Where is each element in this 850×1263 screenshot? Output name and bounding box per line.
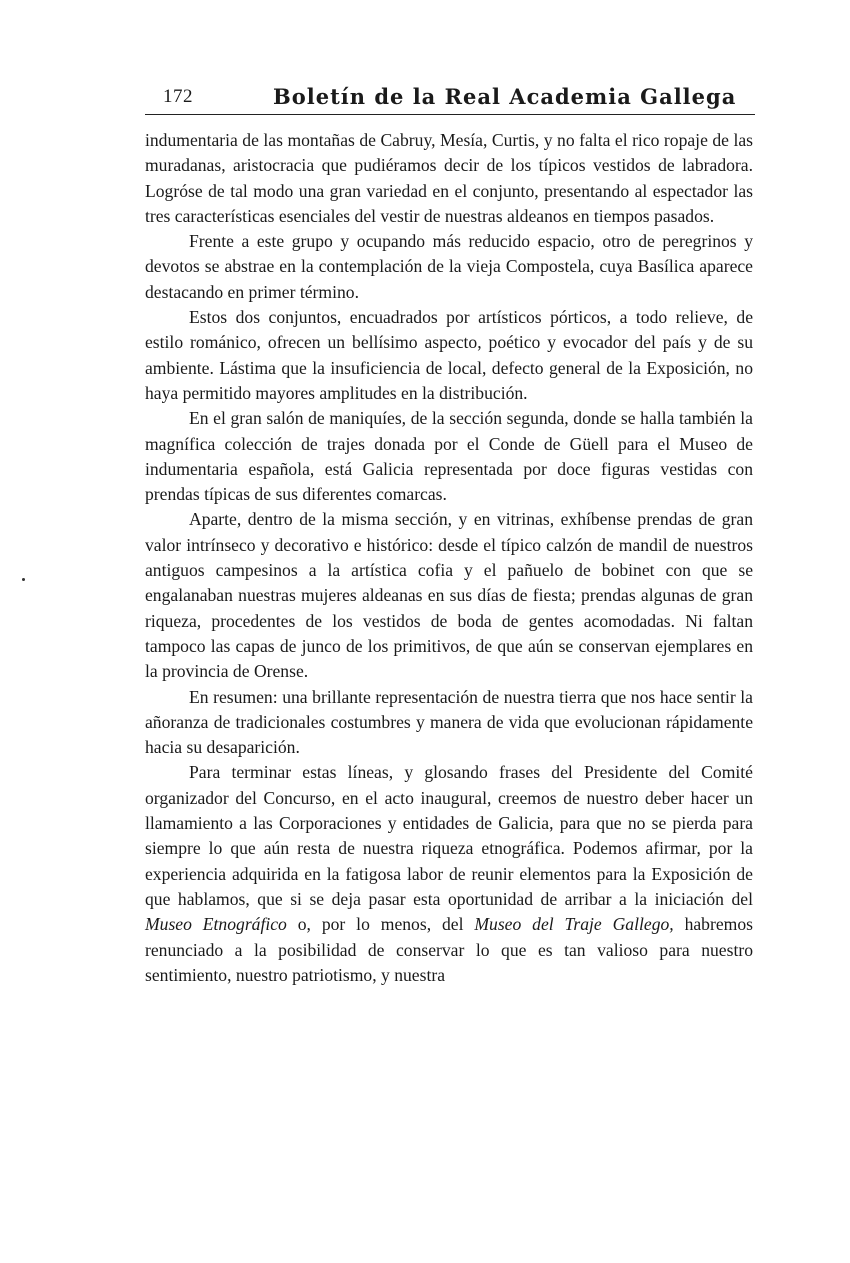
paragraph-3: Estos dos conjuntos, encuadrados por artísticos pórticos, a todo relieve, de estilo románico, ofrecen un bellísimo aspecto, poético y evocador del país y de su ambiente. Lástima que la insuficiencia de local, defecto general de la Exposición, no haya permitido mayores amplitudes en la distribución. <box>145 307 753 403</box>
paragraph-1: indumentaria de las montañas de Cabruy, Mesía, Curtis, y no falta el rico ropaje de las muradanas, aristocracia que pudiéramos decir de los típicos vestidos de labradora. Logróse de tal modo una gran variedad en el conjunto, presentando al espectador las tres características esenciales del vestir de nuestras aldeanos en tiempos pasados. <box>145 130 753 226</box>
paragraph-7 <box>145 760 753 988</box>
museo-etnografico-italic: Museo Etnográfico <box>145 914 287 935</box>
header-rule <box>145 114 755 115</box>
paragraph-7-text-start: Para terminar estas líneas, y glosando frases del Presidente del Comité organizador del Concurso, en el acto inaugural, creemos de nuestro deber hacer un llamamiento a las Corporaciones y entidades de Galicia, para que no se pierda para siempre lo que aún resta de nuestra riqueza etnográfica. Podemos afirmar, por la experiencia adquirida en la fatigosa labor de reunir elementos para la Exposición de que hablamos, que si se deja pasar esta oportunidad de arribar a la iniciación del <box>145 762 753 909</box>
paragraph-6: En resumen: una brillante representación de nuestra tierra que nos hace sentir la añoranza de tradicionales costumbres y manera de vida que evolucionan rápidamente hacia su desaparición. <box>145 686 753 758</box>
running-title: Boletín de la Real Academia Gallega <box>273 84 737 109</box>
paragraph-5: Aparte, dentro de la misma sección, y en vitrinas, exhíbense prendas de gran valor intrínseco y decorativo e histórico: desde el típico calzón de mandil de nuestros antiguos campesinos a la artística cofia y el pañuelo de bobinet con que se engalanaban nuestras mujeres aldeanas en sus días de fiesta; prendas algunas de gran riqueza, procedentes de los vestidos de boda de gentes acomodadas. Ni faltan tampoco las capas de junco de los primitivos, de que aún se conservan ejemplares en la provincia de Orense. <box>145 509 753 682</box>
margin-speck <box>22 578 25 581</box>
museo-traje-gallego-italic: Museo del Traje Gallego, <box>474 914 674 935</box>
paragraph-2: Frente a este grupo y ocupando más reducido espacio, otro de peregrinos y devotos se abstrae en la contemplación de la vieja Compostela, cuya Basílica aparece destacando en primer término. <box>145 231 753 302</box>
paragraph-4: En el gran salón de maniquíes, de la sección segunda, donde se halla también la magnífica colección de trajes donada por el Conde de Güell para el Museo de indumentaria española, está Galicia representada por doce figuras vestidas con prendas típicas de sus diferentes comarcas. <box>145 408 753 505</box>
paragraph-7-text-middle: o, por lo menos, del <box>286 914 475 935</box>
paragraph-7-text-end: habremos renunciado a la posibilidad de conservar lo que es tan valioso para nuestro sentimiento, nuestro patriotismo, y nuestra <box>145 914 753 985</box>
page-number: 172 <box>163 86 193 107</box>
page-header <box>145 84 755 116</box>
body-text <box>145 128 753 988</box>
